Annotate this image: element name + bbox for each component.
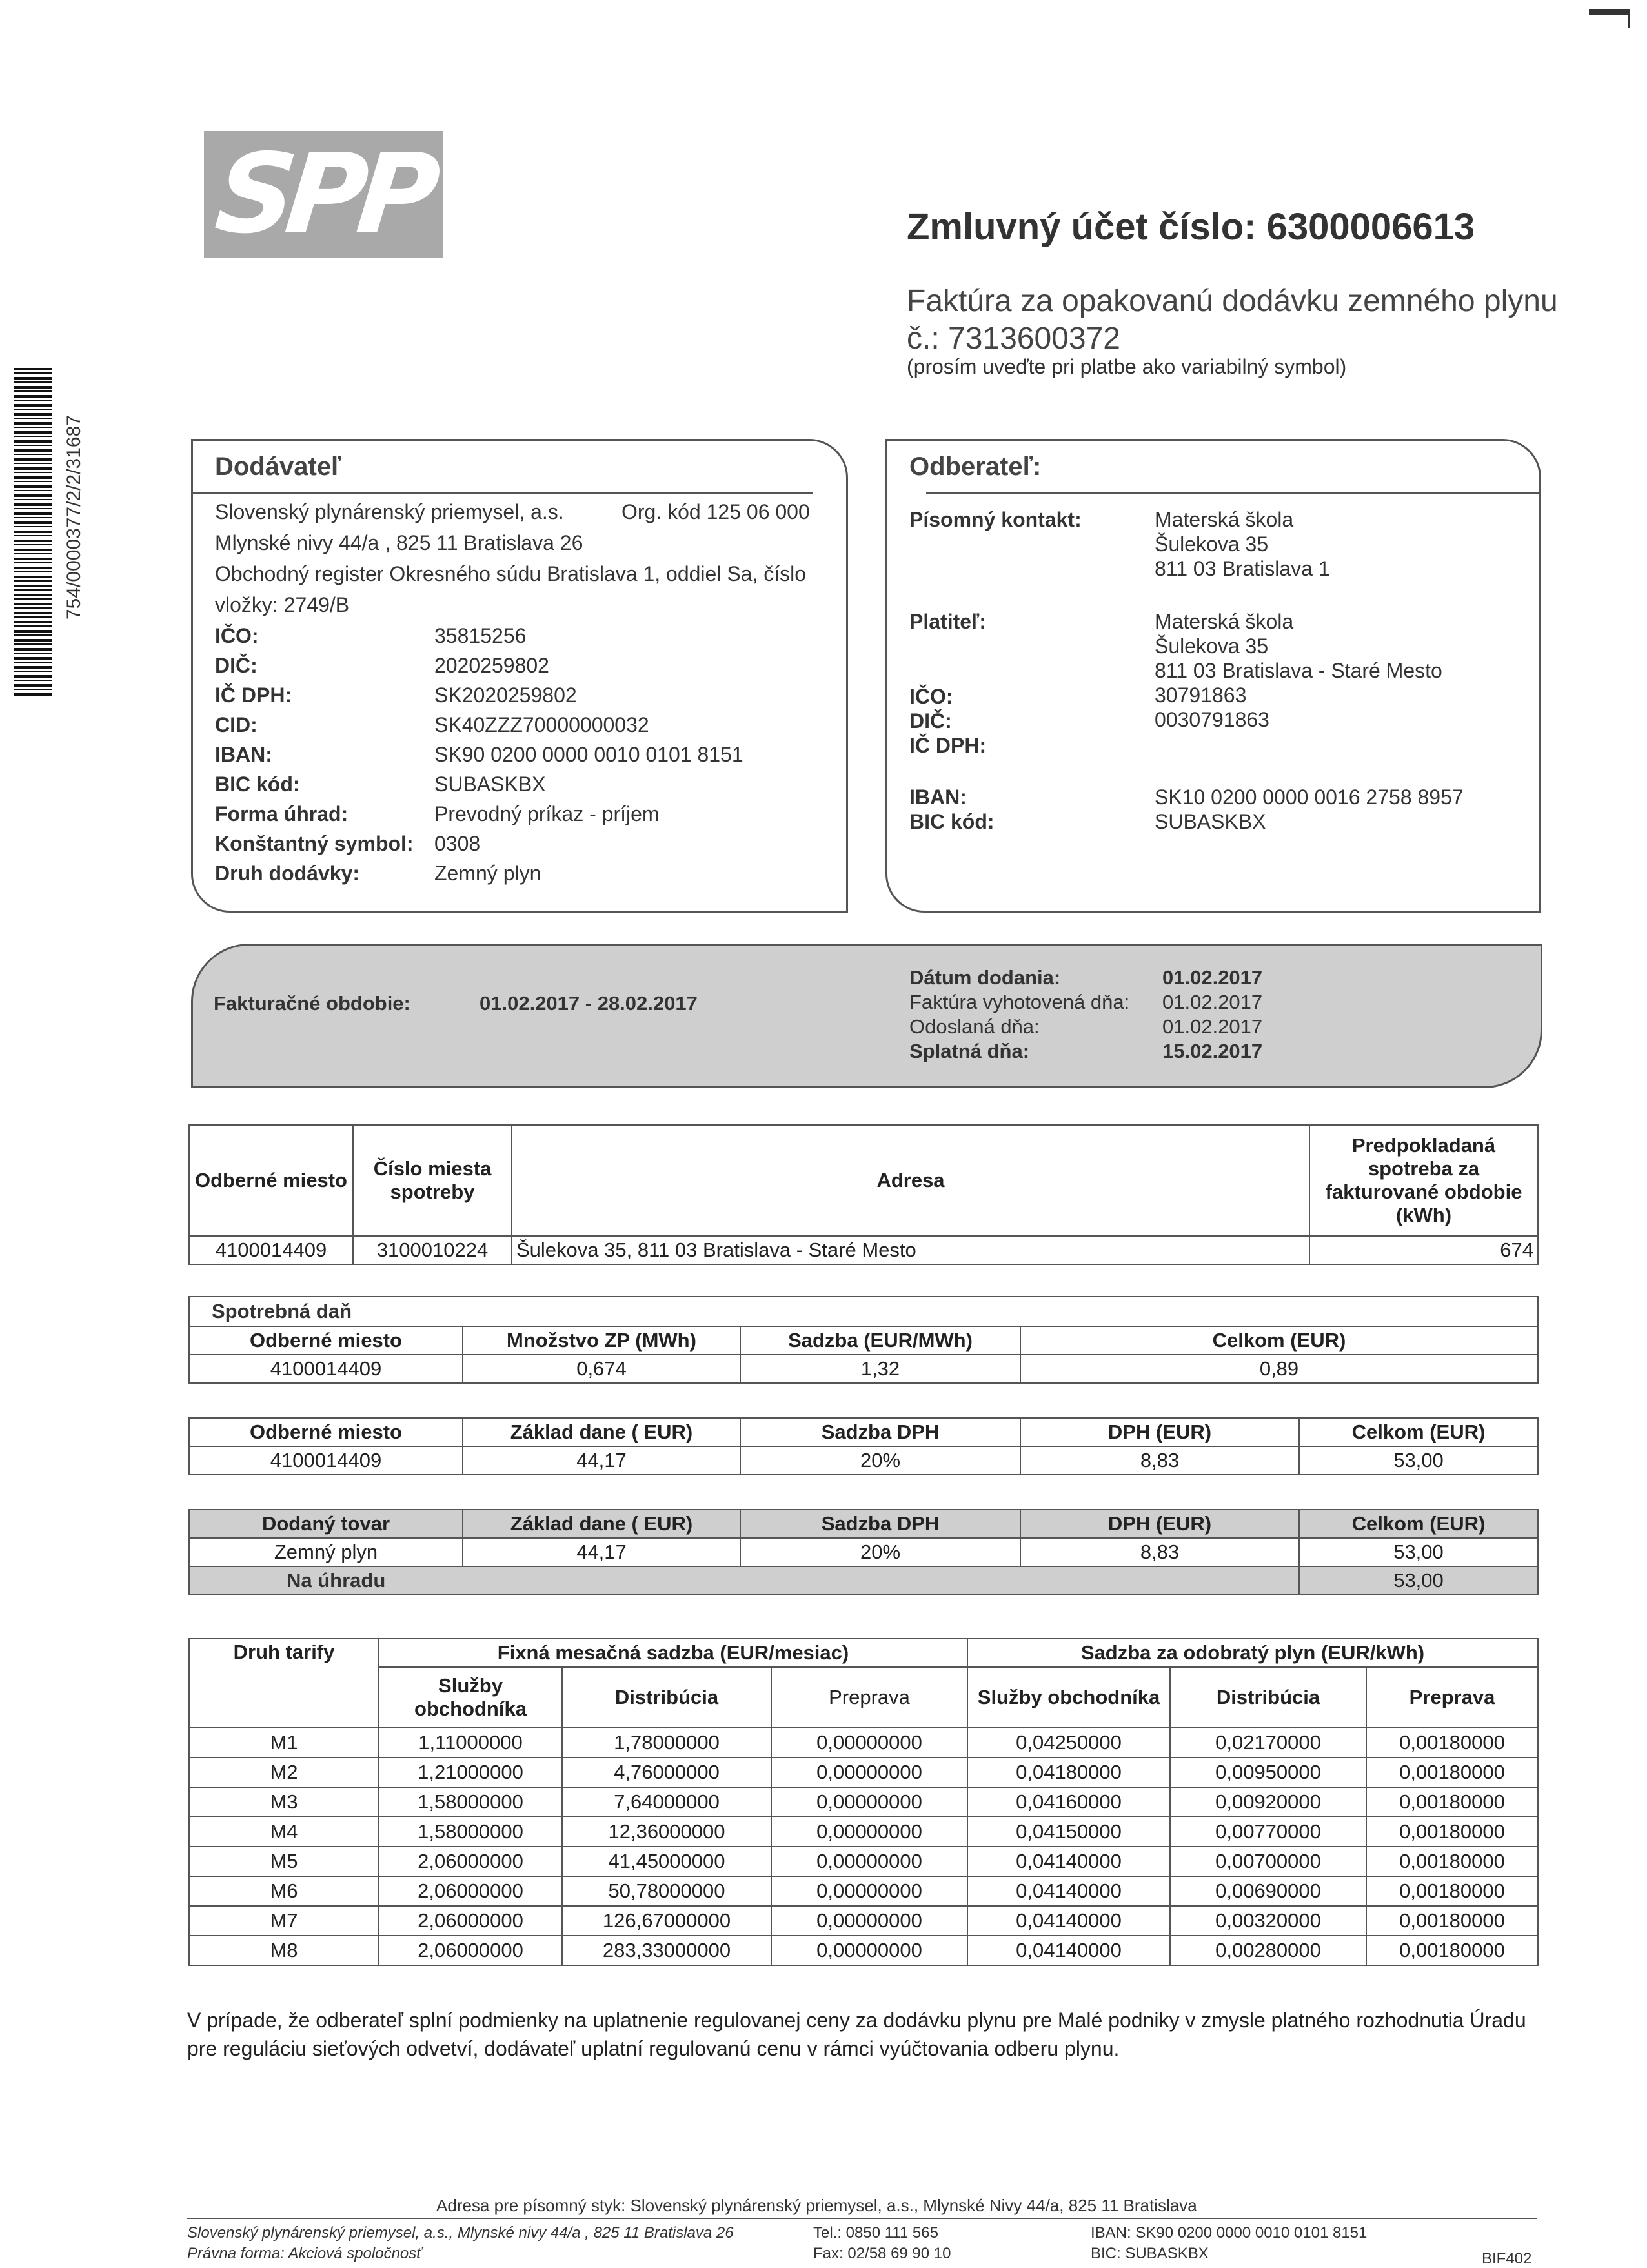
supplier-field-value: SUBASKBX [434,773,546,796]
supplier-field-label: CID: [215,713,258,736]
tariff-value: 12,36000000 [562,1817,771,1847]
vat-amount: 8,83 [1020,1446,1299,1475]
tariff-col-variable: Sadzba za odobratý plyn (EUR/kWh) [967,1639,1538,1667]
tariff-value: 50,78000000 [562,1876,771,1906]
expected-consumption: 674 [1309,1236,1538,1264]
goods-total: 53,00 [1299,1538,1538,1566]
account-title: Zmluvný účet číslo: 6300006613 [907,206,1475,248]
tariff-value: 0,04140000 [967,1876,1170,1906]
invoice-note: (prosím uveďte pri platbe ako variabilný symbol) [907,355,1347,378]
col-place-number: Číslo miesta spotreby [353,1125,512,1236]
contact-line-1: Materská škola [1155,508,1294,531]
tariff-value: 0,00000000 [771,1876,967,1906]
supplier-field-label: IČ DPH: [215,683,292,707]
side-barcode [14,368,52,697]
customer-iban: SK10 0200 0000 0016 2758 8957 [1155,785,1464,809]
tariff-value: 0,00180000 [1366,1936,1538,1965]
customer-bic-label: BIC kód: [909,810,995,833]
supplier-field-value: SK40ZZZ70000000032 [434,713,649,736]
supplier-address: Mlynské nivy 44/a , 825 11 Bratislava 26 [215,531,583,554]
customer-dic-label: DIČ: [909,709,952,733]
vat-rate: 20% [740,1446,1020,1475]
excise-amount: 0,674 [463,1355,740,1383]
tariff-value: 0,00770000 [1170,1817,1366,1847]
tariff-code: M4 [189,1817,379,1847]
customer-ico-label: IČO: [909,685,953,708]
tariff-value: 0,00000000 [771,1936,967,1965]
sent-date-label: Odoslaná dňa: [909,1015,1040,1038]
tariff-value: 0,00320000 [1170,1906,1366,1936]
place-address: Šulekova 35, 811 03 Bratislava - Staré Mesto [512,1236,1309,1264]
supplier-register-number: vložky: 2749/B [215,593,350,616]
vat-col-total: Celkom (EUR) [1299,1418,1538,1446]
tariff-value: 0,00180000 [1366,1787,1538,1817]
tariff-code: M3 [189,1787,379,1817]
excise-tax-table [188,1296,1539,1384]
excise-title: Spotrebná daň [189,1297,1538,1326]
goods-col-base: Základ dane ( EUR) [463,1510,740,1538]
corner-mark [1628,9,1630,28]
excise-col-total: Celkom (EUR) [1020,1326,1538,1355]
tariff-value: 0,00180000 [1366,1847,1538,1876]
vat-col-place: Odberné miesto [189,1418,463,1446]
corner-mark [1589,9,1630,15]
col-place: Odberné miesto [189,1125,353,1236]
tariff-value: 0,00700000 [1170,1847,1366,1876]
sent-date: 01.02.2017 [1162,1015,1263,1038]
tariff-value: 0,04140000 [967,1847,1170,1876]
tariff-value: 126,67000000 [562,1906,771,1936]
vat-table [188,1417,1539,1475]
supplier-field-value: 35815256 [434,624,527,647]
goods-rate: 20% [740,1538,1020,1566]
table-row [189,1538,1538,1566]
tariff-value: 0,00950000 [1170,1757,1366,1787]
footer-tel: Tel.: 0850 111 565 [813,2224,938,2242]
tariff-value: 0,00690000 [1170,1876,1366,1906]
goods-col-vat: DPH (EUR) [1020,1510,1299,1538]
tariff-value: 0,00180000 [1366,1728,1538,1757]
supplier-panel [191,439,848,913]
goods-base: 44,17 [463,1538,740,1566]
table-row [189,1355,1538,1383]
invoice-subtitle [907,283,1558,358]
footer-legal-form: Právna forma: Akciová spoločnosť [187,2245,422,2262]
tariff-value: 0,04150000 [967,1817,1170,1847]
supplier-field-value: 2020259802 [434,654,549,677]
due-date-label: Splatná dňa: [909,1040,1030,1062]
tariff-code: M7 [189,1906,379,1936]
payer-line-2: Šulekova 35 [1155,634,1269,658]
period-label: Fakturačné obdobie: [214,992,410,1015]
tariff-value: 0,04250000 [967,1728,1170,1757]
customer-panel [885,439,1541,913]
supplier-field-value: SK2020259802 [434,683,577,707]
customer-icdph-label: IČ DPH: [909,734,987,757]
vat-place: 4100014409 [189,1446,463,1475]
tariff-value: 0,00000000 [771,1728,967,1757]
table-row [189,1876,1538,1906]
tariff-value: 283,33000000 [562,1936,771,1965]
goods-col-item: Dodaný tovar [189,1510,463,1538]
tariff-value: 0,00180000 [1366,1876,1538,1906]
excise-col-amount: Množstvo ZP (MWh) [463,1326,740,1355]
tariff-value: 0,00920000 [1170,1787,1366,1817]
tariff-value: 0,00000000 [771,1847,967,1876]
goods-col-total: Celkom (EUR) [1299,1510,1538,1538]
footer-code: BIF402 [1482,2250,1532,2267]
tariff-value: 0,00280000 [1170,1936,1366,1965]
tariff-value: 1,11000000 [379,1728,562,1757]
supplier-field-label: Konštantný symbol: [215,832,414,855]
spp-logo [204,131,443,258]
divider [926,492,1539,494]
tariff-value: 2,06000000 [379,1876,562,1906]
tariff-value: 0,00000000 [771,1817,967,1847]
tariff-value: 7,64000000 [562,1787,771,1817]
table-row [189,1787,1538,1817]
table-row [189,1236,1538,1264]
vat-col-base: Základ dane ( EUR) [463,1418,740,1446]
footer-address: Adresa pre písomný styk: Slovenský plynárenský priemysel, a.s., Mlynské Nivy 44/a, 825 11 Bratislava [436,2196,1197,2215]
customer-bic: SUBASKBX [1155,810,1266,833]
table-row [189,1936,1538,1965]
excise-rate: 1,32 [740,1355,1020,1383]
amount-due: 53,00 [1299,1566,1538,1595]
goods-col-rate: Sadzba DPH [740,1510,1020,1538]
supplier-field-label: BIC kód: [215,773,300,796]
tariff-value: 4,76000000 [562,1757,771,1787]
customer-heading: Odberateľ: [909,452,1042,481]
col-expected-consumption: Predpokladaná spotreba za fakturované obdobie (kWh) [1309,1125,1538,1236]
vat-base: 44,17 [463,1446,740,1475]
supplier-field-label: IBAN: [215,743,272,766]
footer-bic: BIC: SUBASKBX [1091,2245,1209,2262]
tariff-code: M1 [189,1728,379,1757]
customer-dic: 0030791863 [1155,708,1269,731]
invoice-subtitle-line1: Faktúra za opakovanú dodávku zemného plynu [907,284,1558,318]
tariff-value: 1,78000000 [562,1728,771,1757]
vat-col-rate: Sadzba DPH [740,1418,1020,1446]
table-row [189,1566,1538,1595]
contact-label: Písomný kontakt: [909,508,1082,531]
tariff-value: 2,06000000 [379,1847,562,1876]
issued-date-label: Faktúra vyhotovená dňa: [909,991,1130,1013]
excise-place: 4100014409 [189,1355,463,1383]
excise-total: 0,89 [1020,1355,1538,1383]
tariff-value: 0,00000000 [771,1757,967,1787]
supplier-name: Slovenský plynárenský priemysel, a.s. [215,500,564,523]
supplier-field-label: Forma úhrad: [215,802,349,825]
supplier-field-label: DIČ: [215,654,258,677]
goods-item: Zemný plyn [189,1538,463,1566]
regulated-price-note: V prípade, že odberateľ splní podmienky na uplatnenie regulovanej ceny za dodávku plynu pre Malé podniky v zmysle platného rozhodnutia Úradu pre reguláciu sieťových odvetví, dodávateľ uplatní regulovanú cenu v rámci vyúčtovania odberu plynu. [187,2009,1526,2060]
divider [193,492,813,494]
tariff-table [188,1638,1539,1966]
amount-due-label: Na úhradu [189,1566,1299,1595]
tariff-sub-services: Služby obchodníka [379,1667,562,1728]
supplier-org-code: Org. kód 125 06 000 [621,500,810,523]
tariff-code: M5 [189,1847,379,1876]
tariff-col-fixed: Fixná mesačná sadzba (EUR/mesiac) [379,1639,967,1667]
tariff-value: 1,58000000 [379,1787,562,1817]
tariff-value: 1,21000000 [379,1757,562,1787]
payer-line-1: Materská škola [1155,610,1294,633]
tariff-value: 0,00000000 [771,1906,967,1936]
tariff-value: 0,04140000 [967,1936,1170,1965]
tariff-sub-services-var: Služby obchodníka [967,1667,1170,1728]
supplier-register: Obchodný register Okresného súdu Bratislava 1, oddiel Sa, číslo [215,562,807,585]
table-row [189,1847,1538,1876]
tariff-value: 0,04180000 [967,1757,1170,1787]
supplier-field-value: Zemný plyn [434,862,541,885]
contact-line-3: 811 03 Bratislava 1 [1155,557,1330,580]
footer-fax: Fax: 02/58 69 90 10 [813,2245,951,2262]
tariff-value: 2,06000000 [379,1906,562,1936]
tariff-code: M2 [189,1757,379,1787]
goods-vat: 8,83 [1020,1538,1299,1566]
billing-period-panel [191,944,1542,1088]
tariff-value: 0,04140000 [967,1906,1170,1936]
table-row [189,1728,1538,1757]
footer-divider [187,2218,1537,2219]
place-id: 4100014409 [189,1236,353,1264]
payer-label: Platiteľ: [909,610,987,633]
excise-col-rate: Sadzba (EUR/MWh) [740,1326,1020,1355]
delivery-date-label: Dátum dodania: [909,966,1061,989]
vat-col-vat: DPH (EUR) [1020,1418,1299,1446]
due-date: 15.02.2017 [1162,1040,1263,1062]
footer-iban: IBAN: SK90 0200 0000 0010 0101 8151 [1091,2224,1368,2242]
delivery-date: 01.02.2017 [1162,966,1263,989]
tariff-value: 0,00180000 [1366,1906,1538,1936]
supplier-field-value: 0308 [434,832,481,855]
invoice-number: č.: 7313600372 [907,321,1120,356]
tariff-value: 0,00180000 [1366,1817,1538,1847]
customer-iban-label: IBAN: [909,785,967,809]
tariff-value: 0,02170000 [1170,1728,1366,1757]
side-code: 754/0000377/2/2/31687 [63,415,85,620]
supplier-field-label: IČO: [215,624,259,647]
tariff-sub-distribution-var: Distribúcia [1170,1667,1366,1728]
contact-line-2: Šulekova 35 [1155,532,1269,556]
supplier-heading: Dodávateľ [215,452,341,481]
tariff-sub-transport-var: Preprava [1366,1667,1538,1728]
tariff-sub-transport: Preprava [771,1667,967,1728]
tariff-value: 1,58000000 [379,1817,562,1847]
col-address: Adresa [512,1125,1309,1236]
footer-company: Slovenský plynárenský priemysel, a.s., Mlynské nivy 44/a , 825 11 Bratislava 26 [187,2224,734,2242]
place-number: 3100010224 [353,1236,512,1264]
supplier-field-label: Druh dodávky: [215,862,360,885]
supplier-field-value: SK90 0200 0000 0010 0101 8151 [434,743,743,766]
table-row [189,1757,1538,1787]
tariff-value: 0,00000000 [771,1787,967,1817]
goods-table [188,1509,1539,1595]
tariff-code: M8 [189,1936,379,1965]
payer-line-3: 811 03 Bratislava - Staré Mesto [1155,659,1442,682]
vat-total: 53,00 [1299,1446,1538,1475]
tariff-value: 2,06000000 [379,1936,562,1965]
excise-col-place: Odberné miesto [189,1326,463,1355]
tariff-value: 41,45000000 [562,1847,771,1876]
tariff-code: M6 [189,1876,379,1906]
tariff-value: 0,04160000 [967,1787,1170,1817]
logo-text: SPP [210,130,437,258]
consumption-place-table [188,1124,1539,1265]
tariff-sub-distribution: Distribúcia [562,1667,771,1728]
table-row [189,1906,1538,1936]
tariff-value: 0,00180000 [1366,1757,1538,1787]
table-row [189,1817,1538,1847]
table-row [189,1446,1538,1475]
issued-date: 01.02.2017 [1162,991,1263,1013]
tariff-col-type: Druh tarify [189,1639,379,1728]
period-value: 01.02.2017 - 28.02.2017 [480,992,698,1015]
supplier-field-value: Prevodný príkaz - príjem [434,802,660,825]
customer-ico: 30791863 [1155,683,1247,707]
